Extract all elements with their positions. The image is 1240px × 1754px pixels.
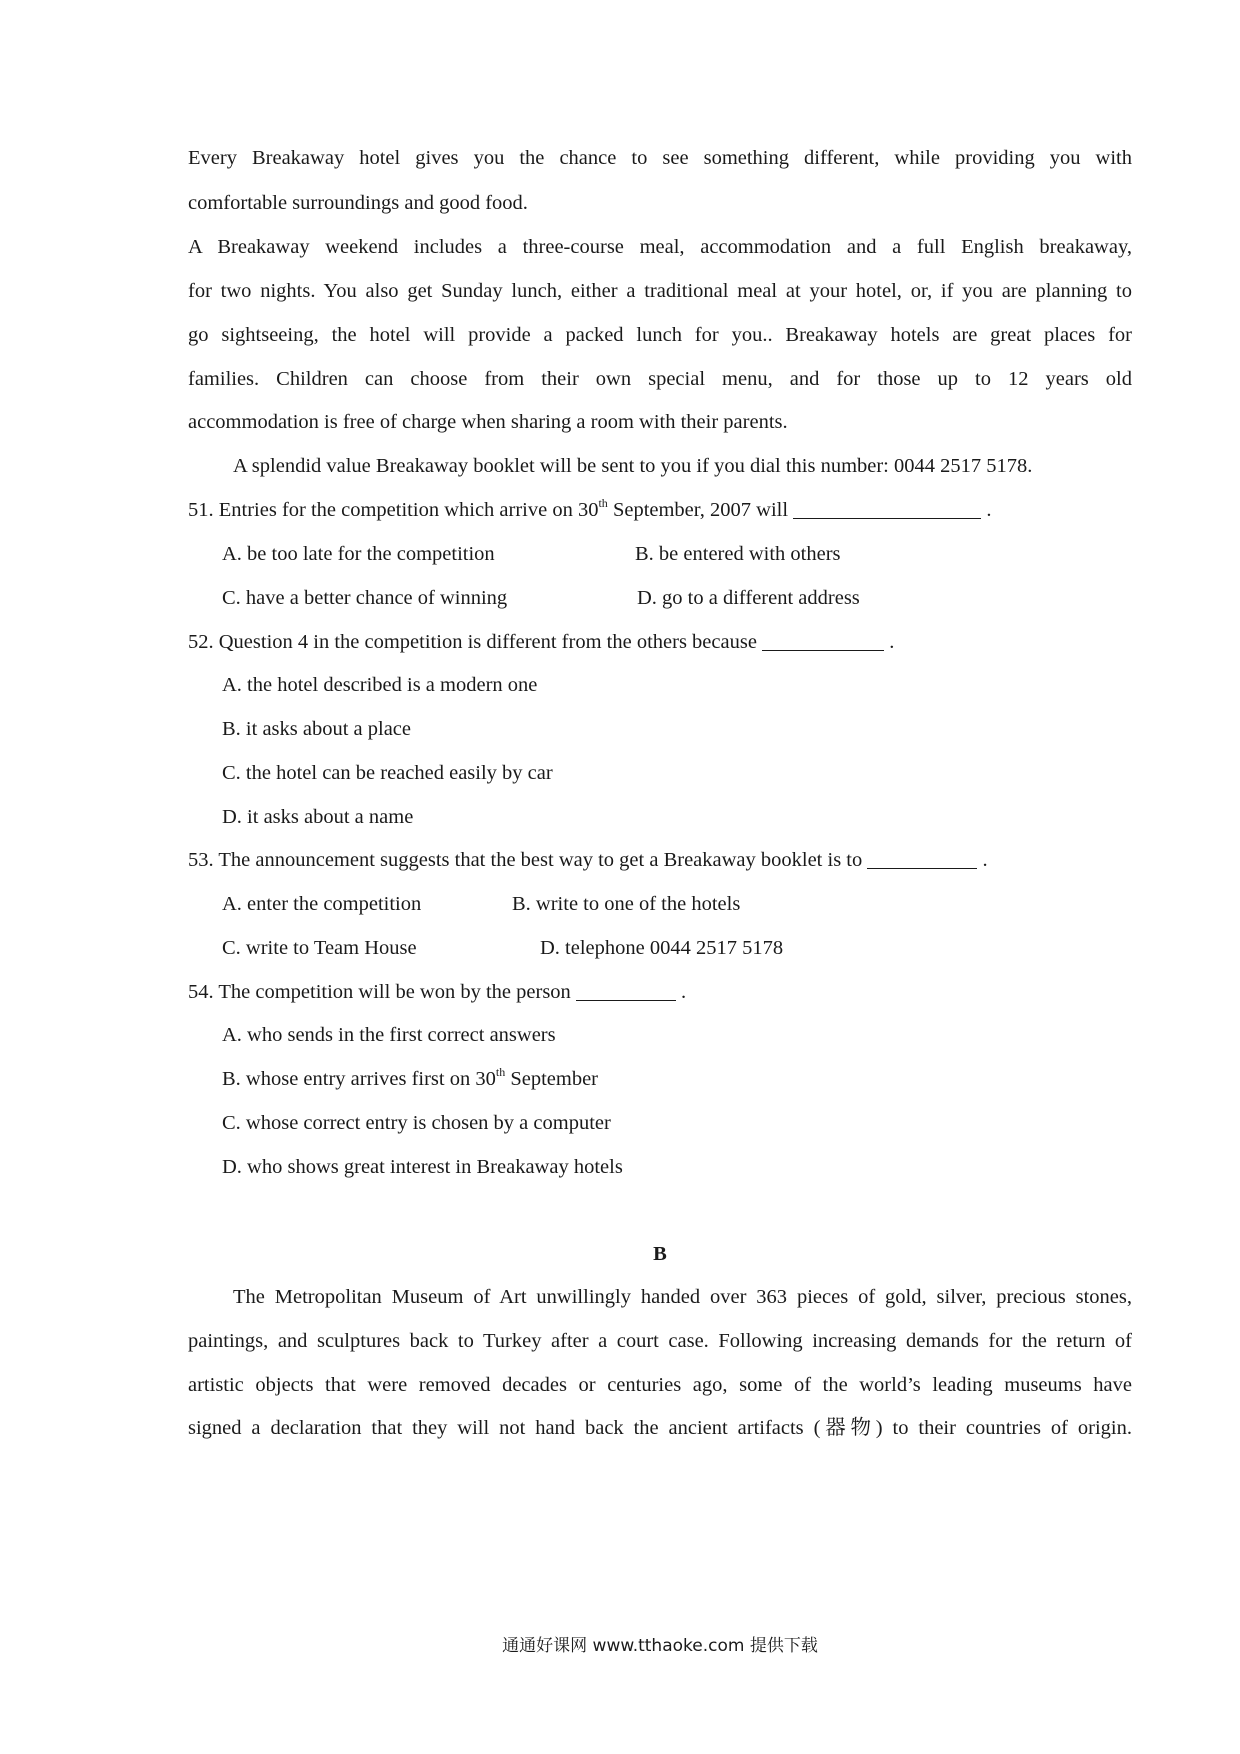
q54-option-d: D. who shows great interest in Breakaway hotels (222, 1156, 623, 1178)
q51-option-d: D. go to a different address (637, 587, 860, 609)
passage-a-p1-line1: Every Breakaway hotel gives you the chance to see something different, while providing you with (188, 147, 1132, 169)
passage-a-p2-line5: accommodation is free of charge when sharing a room with their parents. (188, 411, 788, 433)
q53-option-a: A. enter the competition (222, 893, 422, 915)
q52-option-b: B. it asks about a place (222, 718, 412, 740)
q54-option-b: B. whose entry arrives first on 30th September (222, 1065, 598, 1090)
q51-option-a: A. be too late for the competition (222, 543, 495, 565)
answer-blank (867, 850, 977, 869)
passage-a-p2-line3: go sightseeing, the hotel will provide a packed lunch for you.. Breakaway hotels are great places for (188, 324, 1132, 346)
passage-a-p2-line4: families. Children can choose from their own special menu, and for those up to 12 years old (188, 368, 1132, 390)
page-footer: 通通好课网 www.tthaoke.com 提供下载 (502, 1636, 818, 1656)
q53-option-b: B. write to one of the hotels (512, 893, 741, 915)
question-52-stem: 52. Question 4 in the competition is different from the others because . (188, 631, 895, 653)
passage-a-p3: A splendid value Breakaway booklet will be sent to you if you dial this number: 0044 2517 5178. (233, 455, 1033, 477)
answer-blank (762, 632, 884, 651)
question-51-stem: 51. Entries for the competition which arrive on 30th September, 2007 will . (188, 496, 992, 521)
q52-option-c: C. the hotel can be reached easily by car (222, 762, 553, 784)
section-b-line3: artistic objects that were removed decades or centuries ago, some of the world’s leading museums have (188, 1374, 1132, 1396)
question-53-stem: 53. The announcement suggests that the best way to get a Breakaway booklet is to . (188, 849, 988, 871)
passage-a-p1-line2: comfortable surroundings and good food. (188, 192, 528, 214)
q53-option-d: D. telephone 0044 2517 5178 (540, 937, 784, 959)
section-b-line1: The Metropolitan Museum of Art unwillingly handed over 363 pieces of gold, silver, precious stones, (233, 1286, 1132, 1308)
q51-option-c: C. have a better chance of winning (222, 587, 508, 609)
answer-blank (576, 982, 676, 1001)
question-54-stem: 54. The competition will be won by the person . (188, 981, 687, 1003)
section-b-line4: signed a declaration that they will not hand back the ancient artifacts (器物) to their countries of origin. (188, 1417, 1132, 1439)
q54-option-a: A. who sends in the first correct answers (222, 1024, 556, 1046)
q51-option-b: B. be entered with others (635, 543, 841, 565)
passage-a-p2-line2: for two nights. You also get Sunday lunch, either a traditional meal at your hotel, or, if you are planning to (188, 280, 1132, 302)
q52-option-a: A. the hotel described is a modern one (222, 674, 538, 696)
q54-option-c: C. whose correct entry is chosen by a computer (222, 1112, 611, 1134)
q52-option-d: D. it asks about a name (222, 806, 414, 828)
section-b-line2: paintings, and sculptures back to Turkey after a court case. Following increasing demands for the return of (188, 1330, 1132, 1352)
answer-blank (793, 500, 981, 519)
section-b-heading: B (653, 1243, 667, 1265)
q53-option-c: C. write to Team House (222, 937, 417, 959)
passage-a-p2-line1: A Breakaway weekend includes a three-course meal, accommodation and a full English breakaway, (188, 236, 1132, 258)
